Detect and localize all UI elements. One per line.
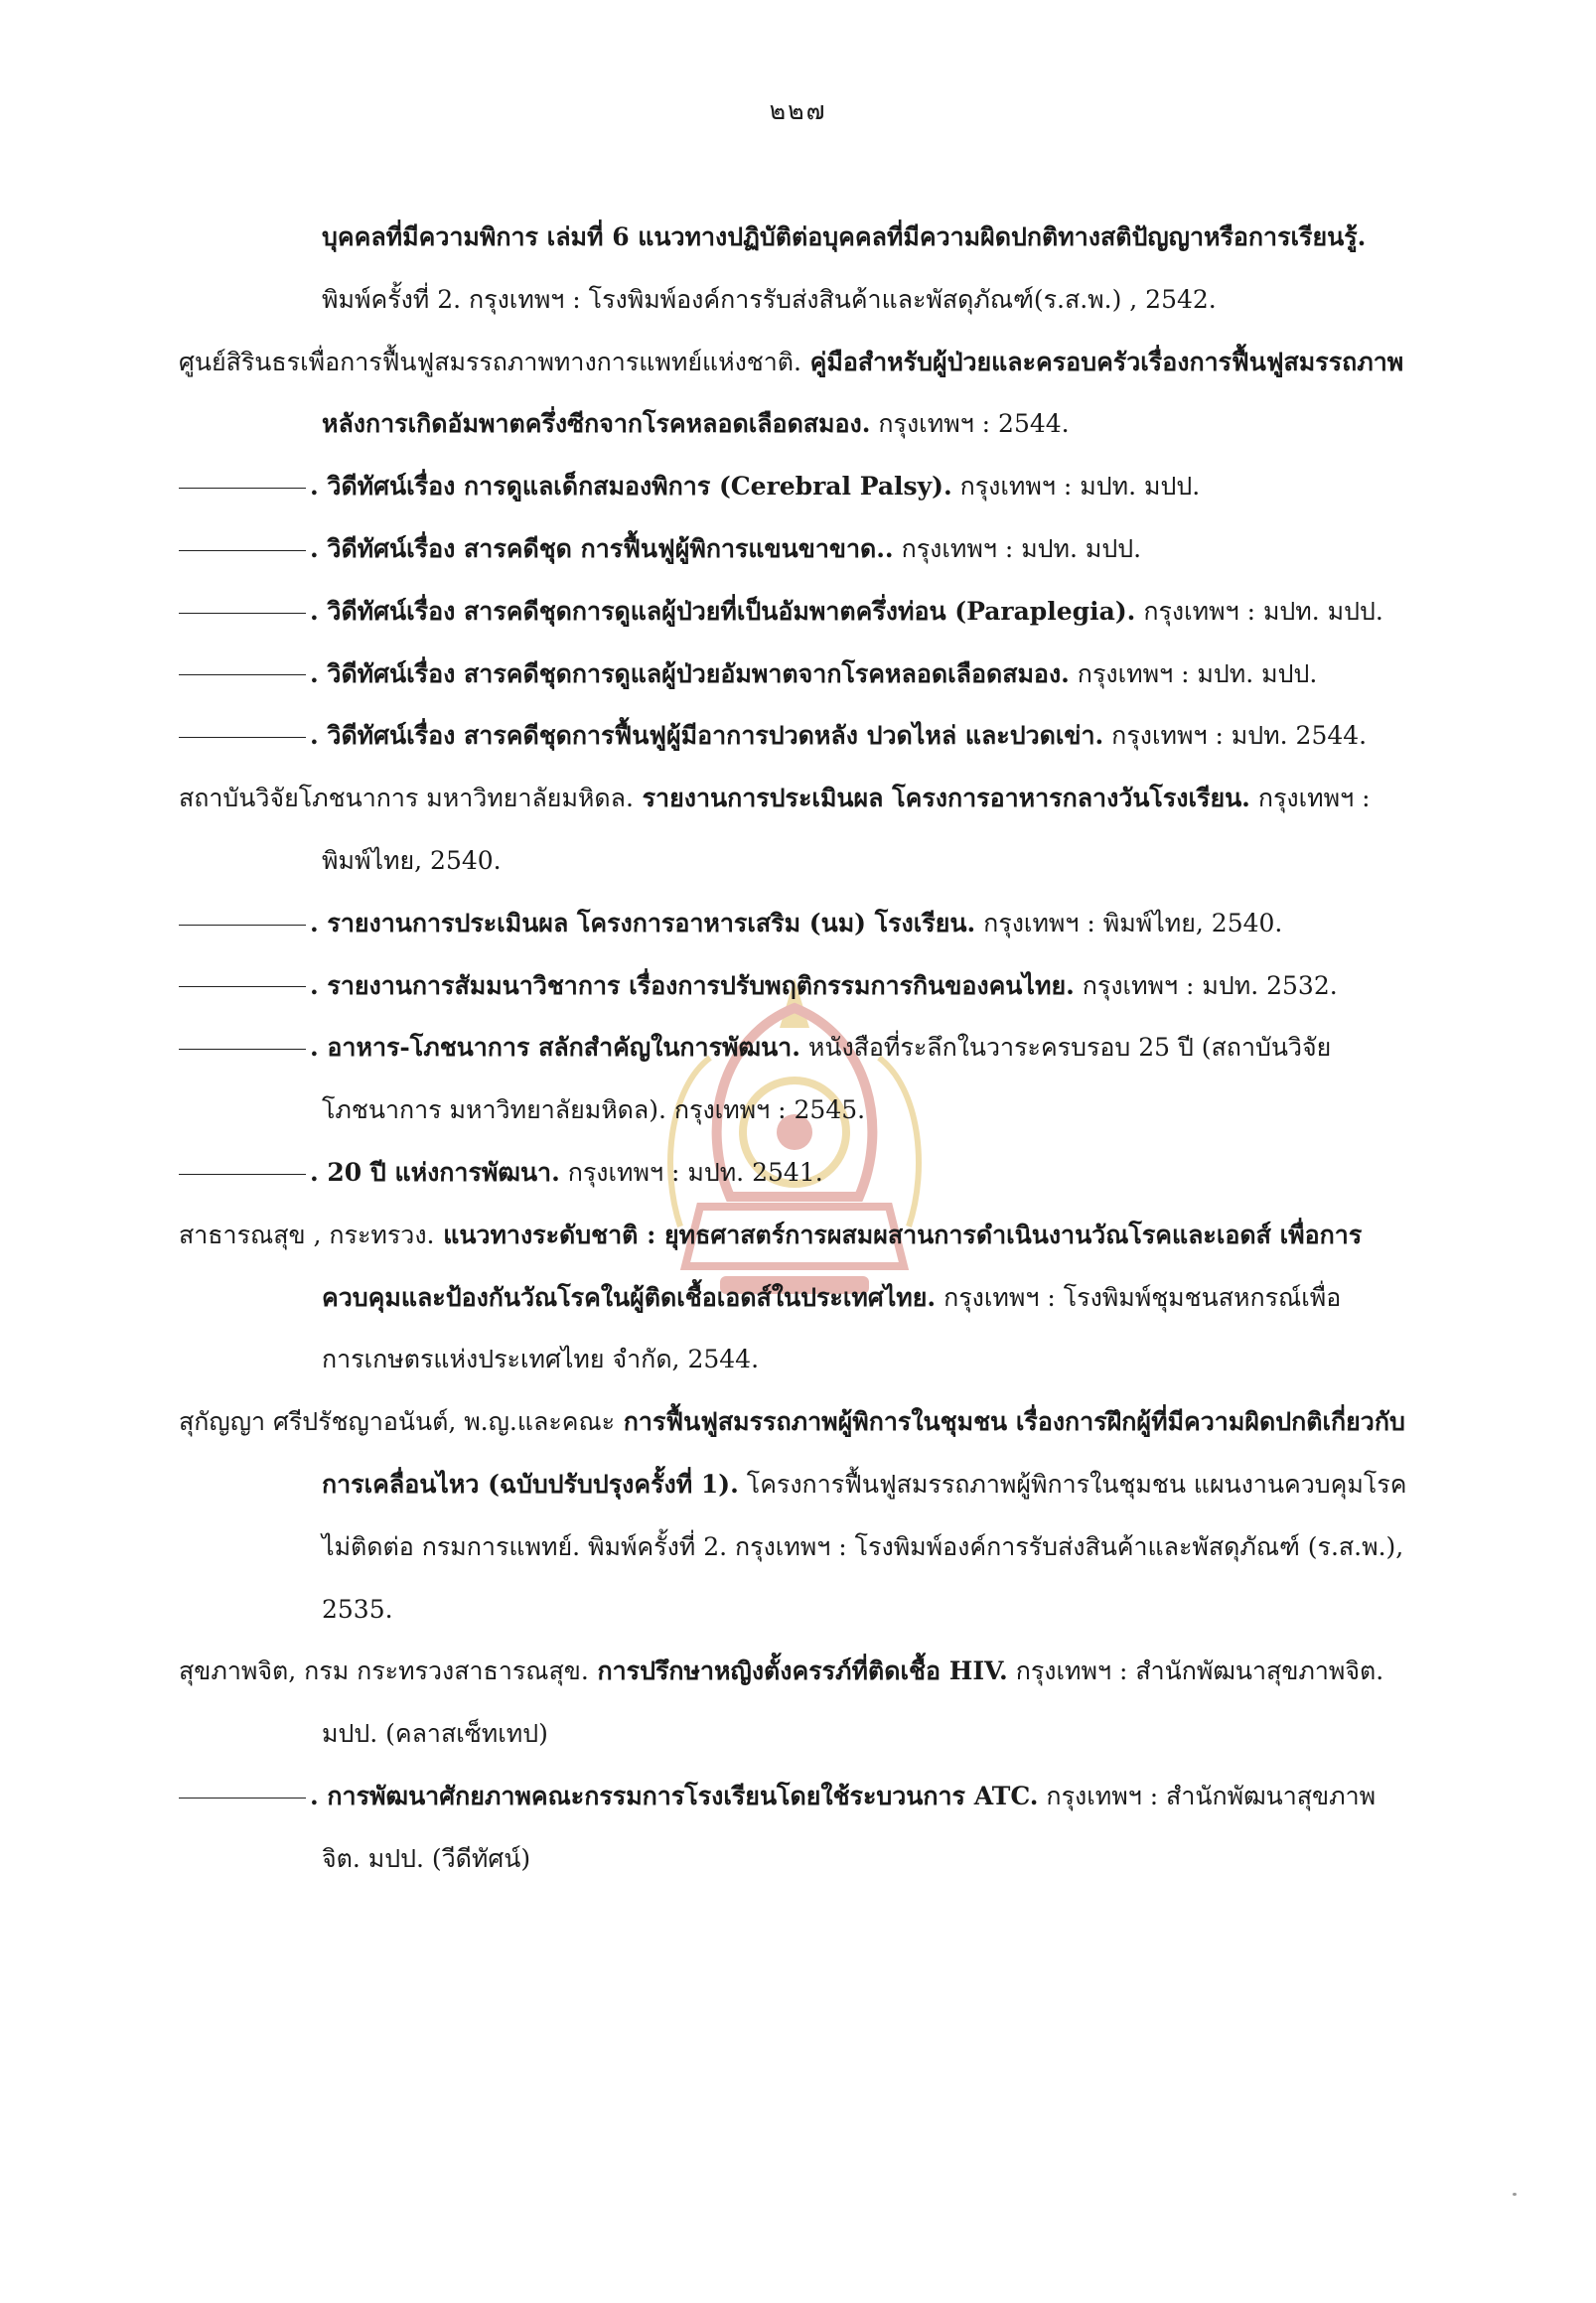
entry-publication: กรุงเทพฯ : มปท. มปป. <box>951 472 1201 502</box>
bibliography-list <box>179 207 1410 1891</box>
entry-publication: พิมพ์ครั้งที่ 2. กรุงเทพฯ : โรงพิมพ์องค์การรับส่งสินค้าและพัสดุภัณฑ์(ร.ส.พ.) , 2542. <box>322 222 1375 314</box>
bibliography-entry <box>179 518 1410 581</box>
entry-publication: กรุงเทพฯ : มปท. มปป. <box>893 533 1142 563</box>
bibliography-entry <box>179 705 1410 768</box>
entry-title: . รายงานการสัมมนาวิชาการ เรื่องการปรับพฤติกรรมการกินของคนไทย. <box>310 970 1075 1000</box>
repeat-author-dash <box>179 488 306 489</box>
repeat-author-dash <box>179 925 306 926</box>
entry-title: แนวทางระดับชาติ : ยุทธศาสตร์การผสมผสานการดำเนินงานวัณโรคและเอดส์ เพื่อการควบคุมและป้องกันวัณโรคในผู้ติดเชื้อเอดส์ในประเทศไทย. <box>322 1220 1363 1312</box>
entry-author: สุกัญญา ศรีปรัชญาอนันต์, พ.ญ.และคณะ <box>179 1407 616 1437</box>
entry-publication: หนังสือที่ระลึกในวาระครบรอบ 25 ปี (สถาบันวิจัยโภชนาการ มหาวิทยาลัยมหิดล). กรุงเทพฯ : 2545. <box>322 1033 1332 1125</box>
entry-publication: กรุงเทพฯ : 2544. <box>870 409 1070 439</box>
entry-author: สถาบันวิจัยโภชนาการ มหาวิทยาลัยมหิดล. <box>179 784 634 813</box>
entry-publication: โครงการฟื้นฟูสมรรถภาพผู้พิการในชุมชน แผนงานควบคุมโรคไม่ติดต่อ กรมการแพทย์. พิมพ์ครั้งที่ 2. กรุงเทพฯ : โรงพิมพ์องค์การรับส่งสินค้าและพัสดุภัณฑ์ (ร.ส.พ.), 2535. <box>322 1469 1412 1624</box>
bibliography-entry <box>179 332 1410 457</box>
entry-title: คู่มือสำหรับผู้ป่วยและครอบครัวเรื่องการฟื้นฟูสมรรถภาพหลังการเกิดอัมพาตครึ่งซีกจากโรคหลอดเลือดสมอง. <box>322 347 1404 439</box>
bibliography-entry <box>179 1017 1410 1142</box>
entry-title: การฟื้นฟูสมรรถภาพผู้พิการในชุมชน เรื่องการฝึกผู้ที่มีความผิดปกติเกี่ยวกับการเคลื่อนไหว (ฉบับปรับปรุงครั้งที่ 1). <box>322 1407 1405 1499</box>
entry-title: การปรึกษาหญิงตั้งครรภ์ที่ติดเชื้อ HIV. <box>588 1656 1008 1686</box>
entry-title: . วิดีทัศน์เรื่อง การดูแลเด็กสมองพิการ (Cerebral Palsy). <box>310 472 952 502</box>
entry-title: . วิดีทัศน์เรื่อง สารคดีชุดการดูแลผู้ป่วยอัมพาตจากโรคหลอดเลือดสมอง. <box>310 658 1070 688</box>
entry-title: . วิดีทัศน์เรื่อง สารคดีชุดการฟื้นฟูผู้มีอาการปวดหลัง ปวดไหล่ และปวดเข่า. <box>310 721 1104 751</box>
bibliography-entry <box>179 1766 1410 1891</box>
bibliography-entry <box>179 456 1410 518</box>
repeat-author-dash <box>179 1049 306 1050</box>
entry-publication: กรุงเทพฯ : มปท. 2544. <box>1103 721 1368 751</box>
repeat-author-dash <box>179 1798 306 1799</box>
entry-title: บุคคลที่มีความพิการ เล่มที่ 6 แนวทางปฏิบัติต่อบุคคลที่มีความผิดปกติทางสติปัญญาหรือการเรียนรู้. <box>322 222 1367 251</box>
entry-publication: กรุงเทพฯ : สำนักพัฒนาสุขภาพจิต. มปป. (คลาสเซ็ทเทป) <box>322 1656 1392 1749</box>
entry-author: สุขภาพจิต, กรม กระทรวงสาธารณสุข. <box>179 1656 589 1686</box>
bibliography-entry <box>179 581 1410 644</box>
repeat-author-dash <box>179 613 306 614</box>
page-number: ๒๒๗ <box>769 96 827 125</box>
bibliography-entry <box>179 1205 1410 1391</box>
bibliography-entry <box>179 644 1410 706</box>
entry-publication: กรุงเทพฯ : พิมพ์ไทย, 2540. <box>322 784 1378 875</box>
entry-title: . วิดีทัศน์เรื่อง สารคดีชุดการดูแลผู้ป่วยที่เป็นอัมพาตครึ่งท่อน (Paraplegia). <box>310 596 1136 626</box>
entry-title: รายงานการประเมินผล โครงการอาหารกลางวันโรงเรียน. <box>633 784 1250 813</box>
entry-title: . อาหาร-โภชนาการ สลักสำคัญในการพัฒนา. <box>310 1033 800 1063</box>
entry-publication: กรุงเทพฯ : มปท. มปป. <box>1069 658 1318 688</box>
bibliography-entry <box>179 893 1410 955</box>
repeat-author-dash <box>179 737 306 738</box>
bibliography-entry <box>179 207 1410 332</box>
entry-publication: กรุงเทพฯ : มปท. มปป. <box>1135 596 1383 626</box>
entry-publication: กรุงเทพฯ : มปท. 2532. <box>1074 970 1338 1000</box>
entry-author: สาธารณสุข , กระทรวง. <box>179 1220 435 1249</box>
entry-publication: กรุงเทพฯ : โรงพิมพ์ชุมชนสหกรณ์เพื่อการเกษตรแห่งประเทศไทย จำกัด, 2544. <box>322 1282 1342 1374</box>
repeat-author-dash <box>179 550 306 551</box>
scan-speck <box>1513 2193 1517 2196</box>
entry-title: . วิดีทัศน์เรื่อง สารคดีชุด การฟื้นฟูผู้พิการแขนขาขาด.. <box>310 533 894 563</box>
entry-title: . 20 ปี แห่งการพัฒนา. <box>310 1157 560 1187</box>
repeat-author-dash <box>179 674 306 675</box>
entry-publication: กรุงเทพฯ : มปท. 2541. <box>559 1157 823 1187</box>
bibliography-entry <box>179 1391 1410 1641</box>
bibliography-entry <box>179 1641 1410 1766</box>
repeat-author-dash <box>179 986 306 987</box>
entry-publication: กรุงเทพฯ : สำนักพัฒนาสุขภาพจิต. มปป. (วีดีทัศน์) <box>322 1781 1377 1873</box>
entry-publication: กรุงเทพฯ : พิมพ์ไทย, 2540. <box>975 908 1283 937</box>
bibliography-entry <box>179 1142 1410 1205</box>
bibliography-entry <box>179 955 1410 1018</box>
bibliography-entry <box>179 768 1410 893</box>
entry-title: . รายงานการประเมินผล โครงการอาหารเสริม (นม) โรงเรียน. <box>310 908 976 937</box>
entry-title: . การพัฒนาศักยภาพคณะกรรมการโรงเรียนโดยใช้ระบวนการ ATC. <box>310 1781 1039 1810</box>
repeat-author-dash <box>179 1174 306 1175</box>
entry-author: ศูนย์สิรินธรเพื่อการฟื้นฟูสมรรถภาพทางการแพทย์แห่งชาติ. <box>179 347 801 376</box>
